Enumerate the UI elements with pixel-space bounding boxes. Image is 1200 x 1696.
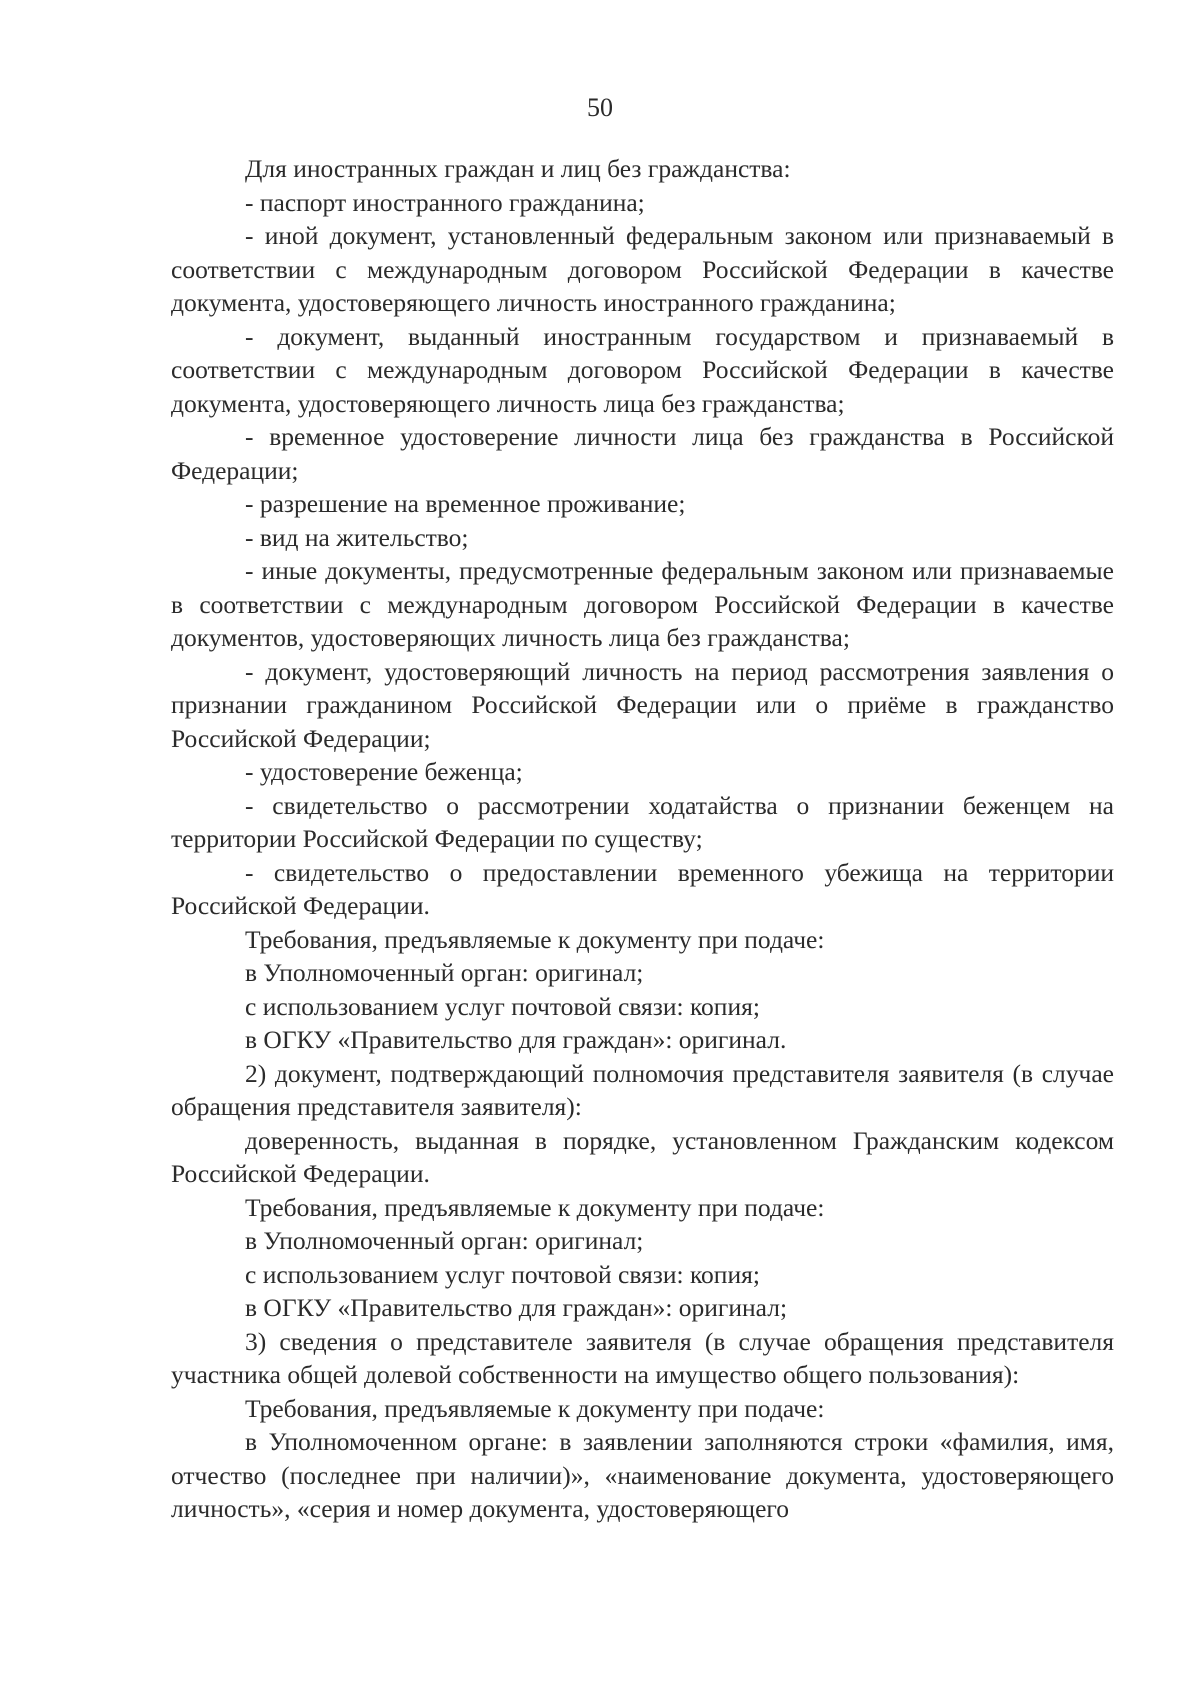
- paragraph: 3) сведения о представителе заявителя (в случае обращения представителя участника общей долевой собственности на имущество общего пользования):: [171, 1326, 1114, 1389]
- paragraph: в Уполномоченный орган: оригинал;: [245, 958, 644, 987]
- paragraph: - иные документы, предусмотренные федеральным законом или признаваемые в соответствии с международным договором Российской Федерации в качестве документов, удостоверяющих личность лица без гражданства;: [171, 556, 1114, 652]
- paragraph: - свидетельство о предоставлении временного убежища на территории Российской Федерации.: [171, 857, 1114, 920]
- paragraph: 2) документ, подтверждающий полномочия представителя заявителя (в случае обращения представителя заявителя):: [171, 1058, 1114, 1121]
- paragraph: - свидетельство о рассмотрении ходатайства о признании беженцем на территории Российской Федерации по существу;: [171, 790, 1114, 853]
- paragraph: Требования, предъявляемые к документу при подаче:: [245, 1192, 825, 1222]
- paragraph: с использованием услуг почтовой связи: копия;: [245, 1259, 760, 1289]
- page-number: 50: [587, 93, 613, 122]
- paragraph: в Уполномоченном органе: в заявлении заполняются строки «фамилия, имя, отчество (последнее при наличии)», «наименование документа, удостоверяющего личность», «серия и номер документа, удостоверяющего: [171, 1427, 1114, 1523]
- paragraph: - иной документ, установленный федеральным законом или признаваемый в соответствии с международным договором Российской Федерации в качестве документа, удостоверяющего личность иностранного гражданина;: [171, 221, 1114, 317]
- paragraph: с использованием услуг почтовой связи: копия;: [245, 991, 760, 1021]
- paragraph: - документ, выданный иностранным государством и признаваемый в соответствии с международным договором Российской Федерации в качестве документа, удостоверяющего личность лица без гражданства;: [171, 321, 1114, 418]
- paragraph: в ОГКУ «Правительство для граждан»: оригинал.: [245, 1025, 787, 1054]
- paragraph: - разрешение на временное проживание;: [245, 489, 686, 518]
- paragraph: в ОГКУ «Правительство для граждан»: оригинал;: [245, 1293, 788, 1322]
- paragraph: Требования, предъявляемые к документу при подаче:: [245, 924, 825, 954]
- paragraph: - временное удостоверение личности лица без гражданства в Российской Федерации;: [171, 422, 1114, 485]
- paragraph: Требования, предъявляемые к документу при подаче:: [245, 1393, 825, 1423]
- paragraph: - паспорт иностранного гражданина;: [245, 187, 645, 217]
- paragraph: в Уполномоченный орган: оригинал;: [245, 1226, 644, 1255]
- paragraph: доверенность, выданная в порядке, установленном Гражданским кодексом Российской Федерации.: [171, 1125, 1114, 1188]
- paragraph: - удостоверение беженца;: [245, 757, 523, 786]
- document-body: [171, 152, 1114, 1526]
- paragraph: - вид на жительство;: [245, 522, 469, 552]
- paragraph: - документ, удостоверяющий личность на период рассмотрения заявления о признании гражданином Российской Федерации или о приёме в гражданство Российской Федерации;: [171, 656, 1114, 753]
- paragraph: Для иностранных граждан и лиц без гражданства:: [245, 154, 791, 183]
